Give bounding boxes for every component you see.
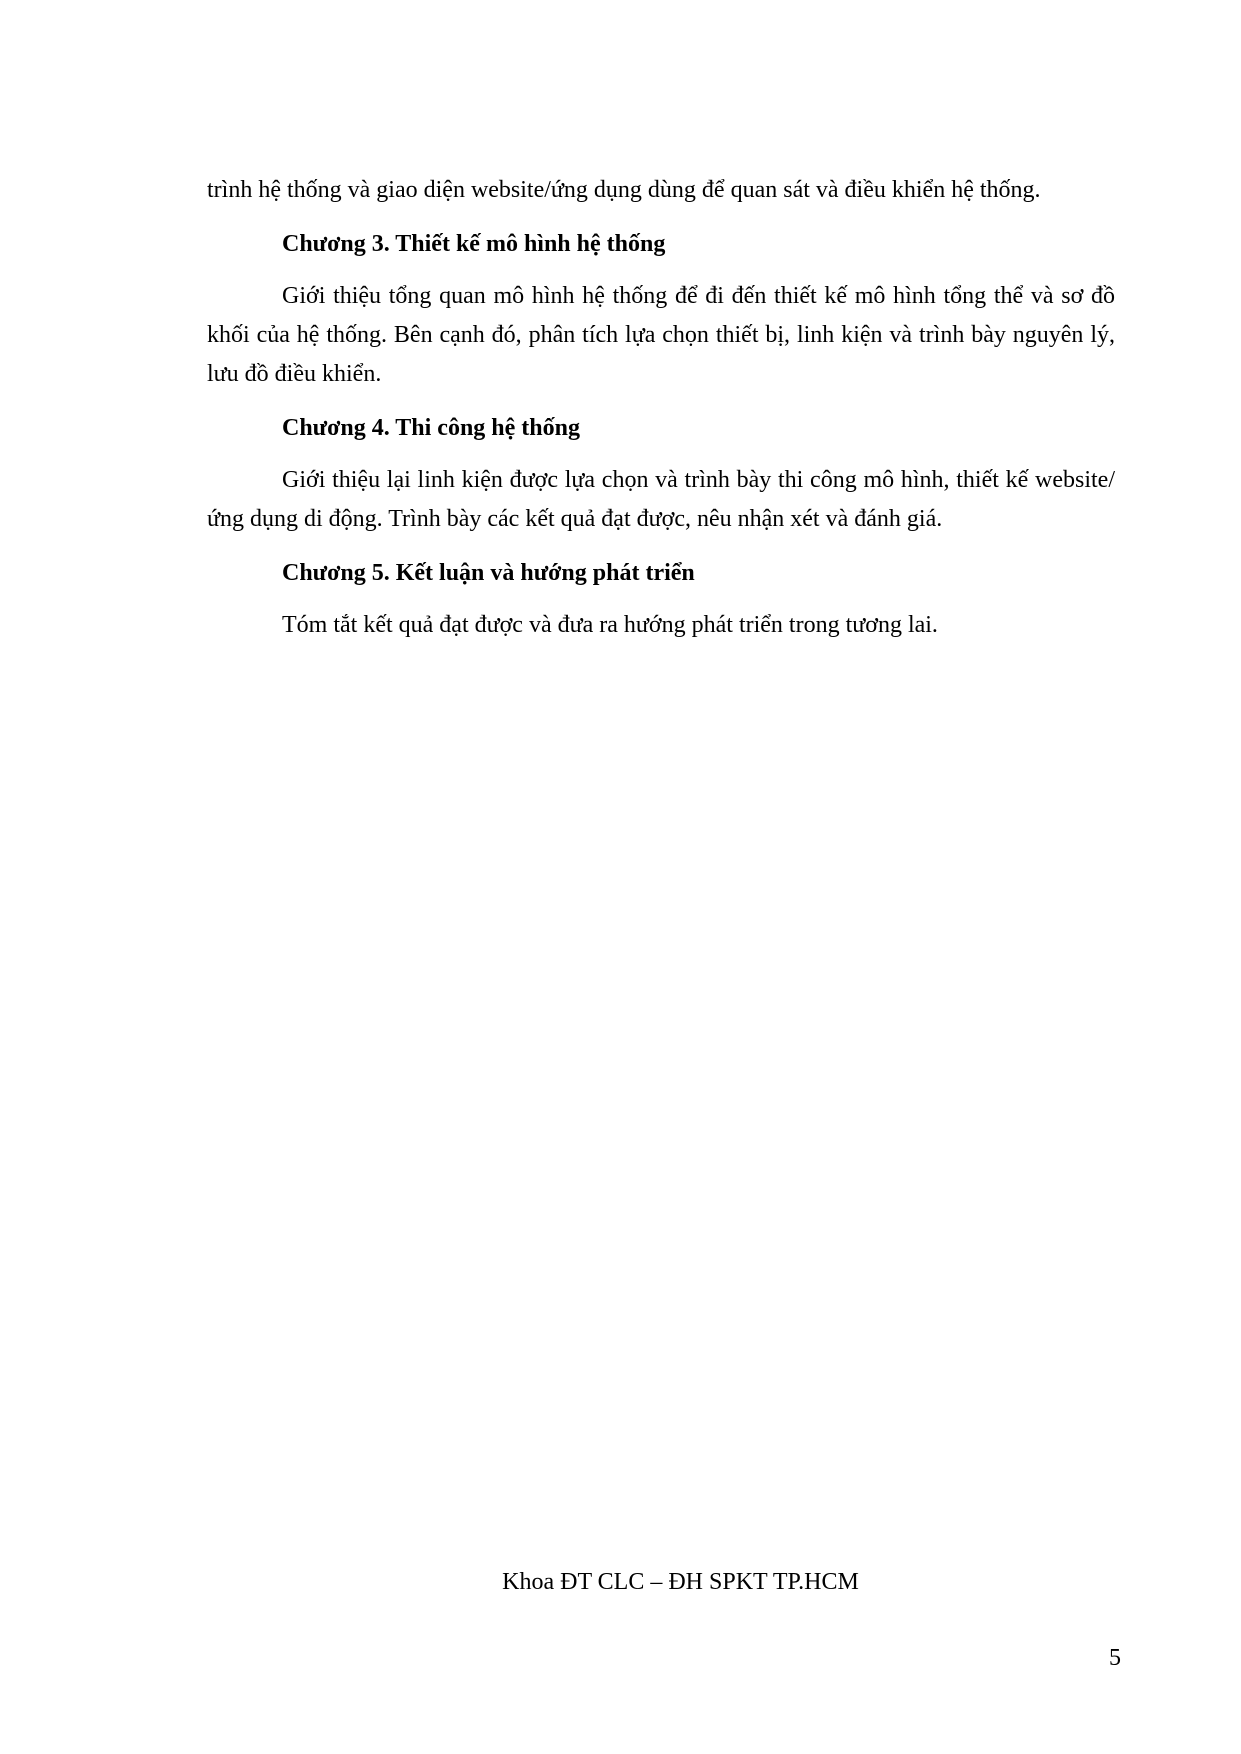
chapter-5-heading: Chương 5. Kết luận và hướng phát triển bbox=[282, 560, 695, 586]
chapter-3-heading: Chương 3. Thiết kế mô hình hệ thống bbox=[282, 231, 666, 257]
page-footer: Khoa ĐT CLC – ĐH SPKT TP.HCM bbox=[502, 1569, 859, 1595]
chapter-3-body: Giới thiệu tổng quan mô hình hệ thống để đi đến thiết kế mô hình tổng thể và sơ đồ khối của hệ thống. Bên cạnh đó, phân tích lựa chọn thiết bị, linh kiện và trình bày nguyên lý, lưu đồ điều khiển. bbox=[207, 283, 1115, 387]
chapter-5-body: Tóm tắt kết quả đạt được và đưa ra hướng phát triển trong tương lai. bbox=[282, 612, 938, 638]
page-number: 5 bbox=[1109, 1645, 1121, 1671]
page-content bbox=[207, 171, 1115, 645]
chapter-4-heading: Chương 4. Thi công hệ thống bbox=[282, 415, 580, 441]
intro-paragraph-tail: trình hệ thống và giao diện website/ứng dụng dùng để quan sát và điều khiển hệ thống. bbox=[207, 177, 1041, 203]
chapter-4-body: Giới thiệu lại linh kiện được lựa chọn và trình bày thi công mô hình, thiết kế website/ứng dụng di động. Trình bày các kết quả đạt được, nêu nhận xét và đánh giá. bbox=[207, 467, 1115, 532]
